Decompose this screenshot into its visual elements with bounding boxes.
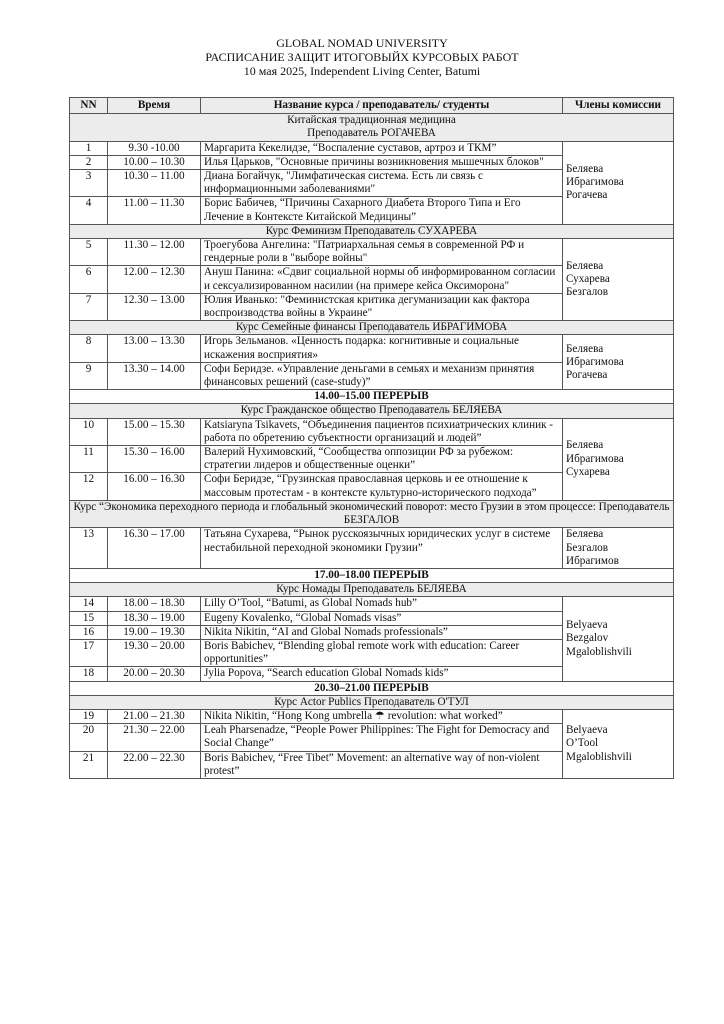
course-title-line: Преподаватель РОГАЧЕВА [307,127,436,140]
course-section-row [70,695,674,709]
row-number: 3 [70,170,108,197]
commission-member: Рогачева [566,368,608,381]
course-title-line: Курс Номады Преподаватель БЕЛЯЕВА [276,583,467,596]
course-title-line: Курс “Экономика переходного периода и глобальный экономический поворот: место Грузии в этом процессе: Преподаватель БЕЗГАЛОВ [73,500,670,527]
row-topic: Игорь Зельманов. «Ценность подарка: когнитивные и социальные искажения восприятия» [201,335,563,362]
row-number: 6 [70,266,108,293]
commission-members [563,335,674,390]
commission-member: Беляева [566,259,604,272]
course-section-title [70,404,674,418]
row-time: 15.00 – 15.30 [108,418,201,445]
column-header-time: Время [108,98,201,114]
course-section-row [70,404,674,418]
course-section-title [70,224,674,238]
row-time: 12.30 – 13.00 [108,293,201,320]
table-row [70,418,674,445]
commission-member: Mgaloblishvili [566,645,632,658]
schedule-title: РАСПИСАНИЕ ЗАЩИТ ИТОГОВЫЙХ КУРСОВЫХ РАБОТ [205,50,519,64]
commission-member: Ибрагимов [566,554,619,567]
row-topic: Jylia Popova, “Search education Global Nomads kids” [201,667,563,681]
break-row [70,681,674,695]
course-title-line: Курс Феминизм Преподаватель СУХАРЕВА [265,224,478,237]
column-header-nn: NN [70,98,108,114]
row-number: 19 [70,709,108,723]
course-section-title [70,500,674,527]
row-number: 1 [70,141,108,155]
row-time: 11.30 – 12.00 [108,239,201,266]
row-number: 5 [70,239,108,266]
row-number: 11 [70,446,108,473]
row-number: 16 [70,625,108,639]
row-time: 10.30 – 11.00 [108,170,201,197]
row-number: 15 [70,611,108,625]
row-topic: Boris Babichev, “Blending global remote work with education: Career opportunities” [201,639,563,666]
schedule-table [69,97,674,779]
break-label: 20.30–21.00 ПЕРЕРЫВ [70,681,674,695]
row-topic: Leah Pharsenadze, “People Power Philippines: The Fight for Democracy and Social Change” [201,724,563,751]
course-section-row [70,321,674,335]
date-location: 10 мая 2025, Independent Living Center, Batumi [243,64,481,78]
row-number: 7 [70,293,108,320]
commission-member: Belyaeva [566,724,608,737]
column-header-commission: Члены комиссии [563,98,674,114]
row-number: 17 [70,639,108,666]
course-section-title [70,114,674,141]
column-header-title: Название курса / преподаватель/ студенты [201,98,563,114]
row-topic: Nikita Nikitin, “Hong Kong umbrella ☂ revolution: what worked” [201,709,563,723]
course-title-line: Курс Actor Publics Преподаватель О'ТУЛ [274,695,469,708]
row-topic: Илья Царьков, "Основные причины возникновения мышечных блоков" [201,155,563,169]
commission-member: O’Tool [566,737,599,750]
course-section-row [70,500,674,527]
row-number: 21 [70,751,108,778]
row-time: 18.00 – 18.30 [108,597,201,611]
row-number: 13 [70,528,108,569]
course-section-row [70,114,674,141]
table-row [70,239,674,266]
table-row [70,528,674,569]
row-topic: Диана Богайчук, "Лимфатическая система. Есть ли связь с информационными заболеваниями" [201,170,563,197]
row-topic: Татьяна Сухарева, “Рынок русскоязычных юридических услуг в системе нестабильной переходной экономики Грузии” [201,528,563,569]
row-time: 16.00 – 16.30 [108,473,201,500]
course-title-line: Курс Гражданское общество Преподаватель БЕЛЯЕВА [240,404,503,417]
row-topic: Софи Беридзе, “Грузинская православная церковь и ее отношение к массовым протестам - в контексте культурно-исторического подхода” [201,473,563,500]
row-topic: Троегубова Ангелина: "Патриархальная семья в современной РФ и гендерные роли в "выборе войны" [201,239,563,266]
commission-member: Беляева [566,528,604,541]
course-section-title [70,695,674,709]
break-row [70,390,674,404]
row-number: 18 [70,667,108,681]
course-section-title [70,583,674,597]
commission-member: Ибрагимова [566,355,624,368]
row-topic: Валерий Нухимовский, “Сообщества оппозиции РФ за рубежом: стратегии лидеров и общественные оценки” [201,446,563,473]
commission-member: Bezgalov [566,632,609,645]
row-topic: Boris Babichev, “Free Tibet” Movement: an alternative way of non-violent protest” [201,751,563,778]
commission-member: Сухарева [566,273,610,286]
commission-members [563,141,674,224]
commission-member: Ибрагимова [566,452,624,465]
commission-members [563,418,674,500]
course-title-line: Курс Семейные финансы Преподаватель ИБРАГИМОВА [235,321,508,334]
row-time: 21.30 – 22.00 [108,724,201,751]
row-number: 4 [70,197,108,224]
row-time: 9.30 -10.00 [108,141,201,155]
row-time: 22.00 – 22.30 [108,751,201,778]
table-row [70,335,674,362]
course-section-title [70,321,674,335]
row-time: 12.00 – 12.30 [108,266,201,293]
course-section-row [70,224,674,238]
row-time: 19.30 – 20.00 [108,639,201,666]
row-time: 13.30 – 14.00 [108,362,201,389]
break-label: 14.00–15.00 ПЕРЕРЫВ [70,390,674,404]
row-number: 10 [70,418,108,445]
row-topic: Eugeny Kovalenko, “Global Nomads visas” [201,611,563,625]
row-number: 12 [70,473,108,500]
commission-members [563,709,674,778]
document-header [0,36,724,78]
commission-members [563,528,674,569]
break-label: 17.00–18.00 ПЕРЕРЫВ [70,568,674,582]
row-topic: Софи Беридзе. «Управление деньгами в семьях и механизм принятия финансовых решений (case-study)” [201,362,563,389]
row-number: 2 [70,155,108,169]
commission-member: Беляева [566,342,604,355]
row-time: 13.00 – 13.30 [108,335,201,362]
schedule-body [70,114,674,779]
commission-member: Беляева [566,162,604,175]
row-number: 14 [70,597,108,611]
table-row [70,709,674,723]
commission-member: Mgaloblishvili [566,750,632,763]
row-time: 15.30 – 16.00 [108,446,201,473]
commission-member: Беляева [566,439,604,452]
row-time: 10.00 – 10.30 [108,155,201,169]
table-header-row [70,98,674,114]
table-row [70,597,674,611]
row-topic: Борис Бабичев, “Причины Сахарного Диабета Второго Типа и Его Лечение в Контексте Китайской Медицины” [201,197,563,224]
commission-member: Безгалов [566,541,609,554]
course-title-line: Китайская традиционная медицина [287,114,456,127]
commission-member: Безгалов [566,286,609,299]
course-section-row [70,583,674,597]
commission-members [563,597,674,681]
row-time: 11.00 – 11.30 [108,197,201,224]
university-name: GLOBAL NOMAD UNIVERSITY [276,36,448,50]
row-topic: Ануш Панина: «Сдвиг социальной нормы об информированном согласии и сексуализированном насилии (на примере кейса Оксиморона" [201,266,563,293]
commission-member: Belyaeva [566,619,608,632]
commission-member: Ибрагимова [566,176,624,189]
row-time: 19.00 – 19.30 [108,625,201,639]
row-topic: Nikita Nikitin, “AI and Global Nomads professionals” [201,625,563,639]
row-topic: Юлия Иванько: "Феминистская критика дегуманизации как фактора воспроизводства войны в Украине" [201,293,563,320]
row-topic: Lilly O’Tool, “Batumi, as Global Nomads hub” [201,597,563,611]
row-number: 9 [70,362,108,389]
row-number: 8 [70,335,108,362]
row-number: 20 [70,724,108,751]
row-time: 21.00 – 21.30 [108,709,201,723]
commission-member: Рогачева [566,189,608,202]
row-time: 20.00 – 20.30 [108,667,201,681]
row-time: 16.30 – 17.00 [108,528,201,569]
row-topic: Katsiaryna Tsikavets, “Объединения пациентов психиатрических клиник - работа по обретению субъектности организаций и людей” [201,418,563,445]
row-topic: Маргарита Кекелидзе, “Воспаление суставов, артроз и ТКМ” [201,141,563,155]
commission-member: Сухарева [566,465,610,478]
commission-members [563,239,674,321]
row-time: 18.30 – 19.00 [108,611,201,625]
table-row [70,141,674,155]
break-row [70,568,674,582]
